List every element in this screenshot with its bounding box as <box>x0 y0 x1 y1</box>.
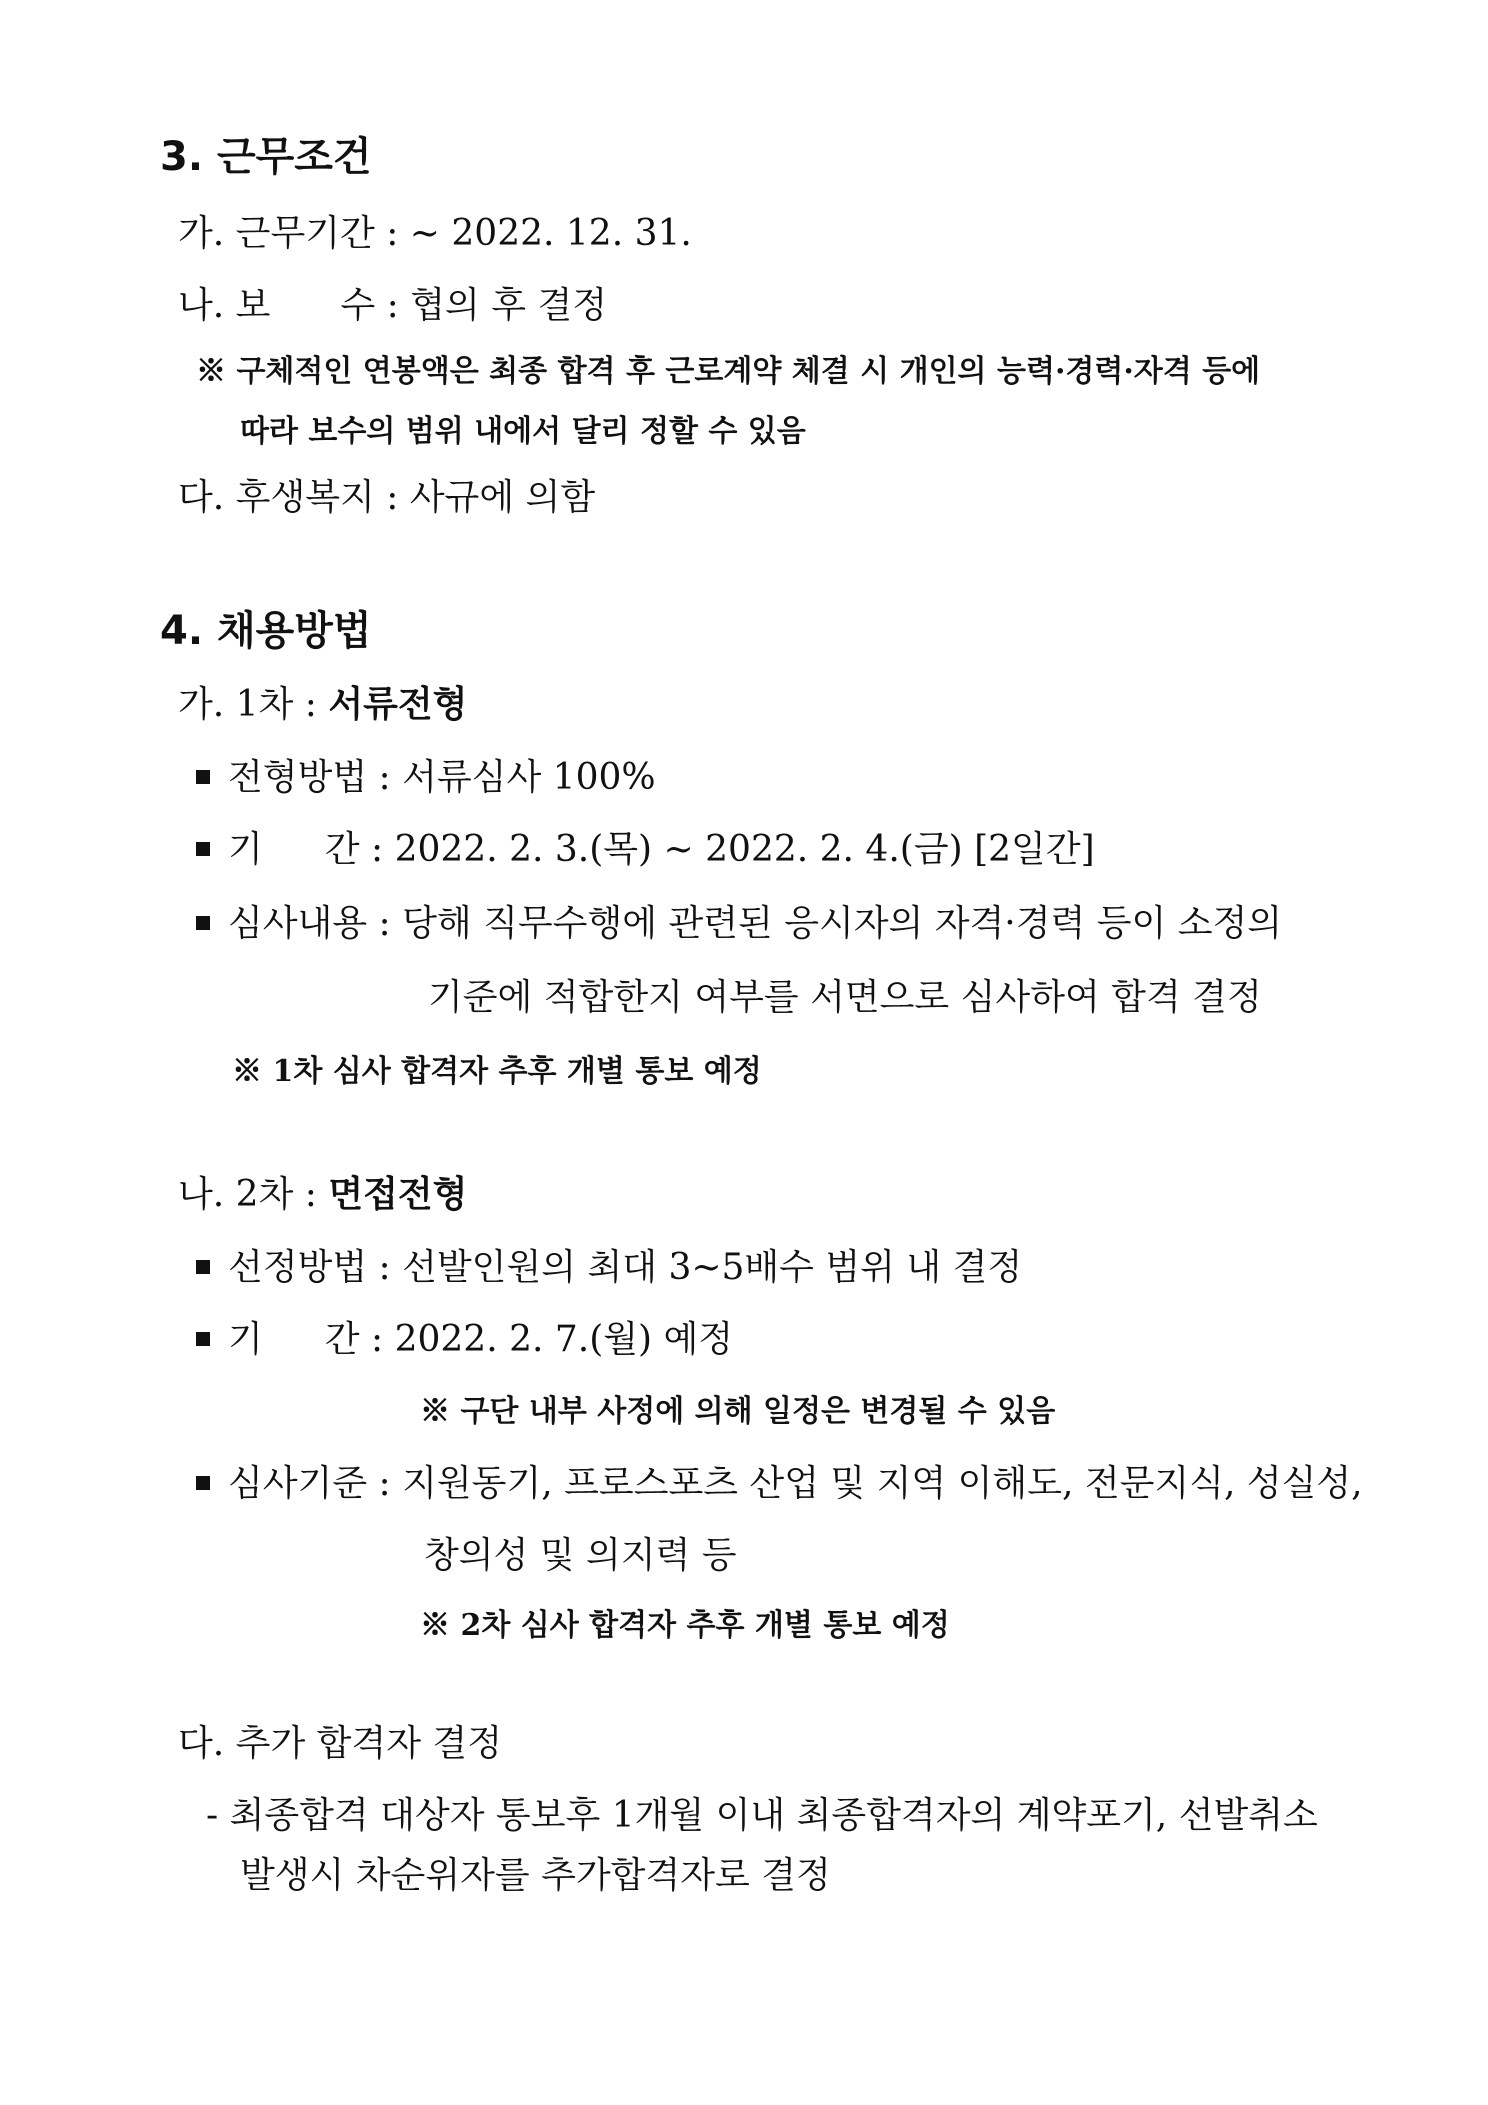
step1-method <box>196 756 656 800</box>
step1-content-text: 심사내용 : 당해 직무수행에 관련된 응시자의 자격·경력 등이 소정의 <box>228 903 1283 944</box>
step1-content-line-2: 기준에 적합한지 여부를 서면으로 심사하여 합격 결정 <box>428 977 1262 1018</box>
step1-note: ※ 1차 심사 합격자 추후 개별 통보 예정 <box>232 1054 762 1089</box>
pay-note-line-1: ※ 구체적인 연봉액은 최종 합격 후 근로계약 체결 시 개인의 능력·경력·자격 등에 <box>196 354 1261 389</box>
step2-criteria-line-2: 창의성 및 의지력 등 <box>424 1535 737 1576</box>
step3-desc-line-1: - 최종합격 대상자 통보후 1개월 이내 최종합격자의 계약포기, 선발취소 <box>206 1795 1318 1836</box>
step1-period <box>196 828 1095 872</box>
step2-period <box>196 1318 733 1362</box>
step1-period-suffix: 간 : 2022. 2. 3.(목) ~ 2022. 2. 4.(금) [2일간] <box>324 829 1095 870</box>
step2-note: ※ 2차 심사 합격자 추후 개별 통보 예정 <box>420 1608 950 1643</box>
step2-period-suffix: 간 : 2022. 2. 7.(월) 예정 <box>324 1319 734 1360</box>
square-bullet-icon <box>196 1332 210 1346</box>
work-period: 가. 근무기간 : ~ 2022. 12. 31. <box>178 213 692 254</box>
pay-prefix: 나. 보 <box>178 285 271 326</box>
square-bullet-icon <box>196 842 210 856</box>
square-bullet-icon <box>196 916 210 930</box>
step2-method-text: 선정방법 : 선발인원의 최대 3~5배수 범위 내 결정 <box>228 1247 1023 1288</box>
step3-desc-line-2: 발생시 차순위자를 추가합격자로 결정 <box>240 1855 831 1896</box>
step1-content-line-1 <box>196 902 1282 946</box>
step2-heading-title: 면접전형 <box>328 1173 468 1215</box>
step3-heading: 다. 추가 합격자 결정 <box>178 1723 502 1764</box>
section-3-title: 3. 근무조건 <box>160 134 372 180</box>
square-bullet-icon <box>196 1260 210 1274</box>
square-bullet-icon <box>196 1476 210 1490</box>
step2-heading <box>178 1172 467 1217</box>
step2-method <box>196 1246 1022 1290</box>
pay-note-line-2: 따라 보수의 범위 내에서 달리 정할 수 있음 <box>240 414 806 449</box>
square-bullet-icon <box>196 770 210 784</box>
step1-heading <box>178 682 467 727</box>
step2-period-prefix: 기 <box>228 1319 263 1360</box>
section-4-title: 4. 채용방법 <box>160 608 372 654</box>
step2-criteria-text: 심사기준 : 지원동기, 프로스포츠 산업 및 지역 이해도, 전문지식, 성실성, <box>228 1463 1363 1504</box>
step1-heading-prefix: 가. 1차 : <box>178 684 329 725</box>
pay-line <box>178 284 607 328</box>
step2-criteria-line-1 <box>196 1462 1363 1506</box>
pay-suffix: 수 : 협의 후 결정 <box>340 285 608 326</box>
step2-heading-prefix: 나. 2차 : <box>178 1174 329 1215</box>
welfare: 다. 후생복지 : 사규에 의함 <box>178 477 596 518</box>
step2-period-note: ※ 구단 내부 사정에 의해 일정은 변경될 수 있음 <box>420 1394 1056 1429</box>
step1-heading-title: 서류전형 <box>328 683 468 725</box>
step1-method-text: 전형방법 : 서류심사 100% <box>228 757 656 798</box>
step1-period-prefix: 기 <box>228 829 263 870</box>
